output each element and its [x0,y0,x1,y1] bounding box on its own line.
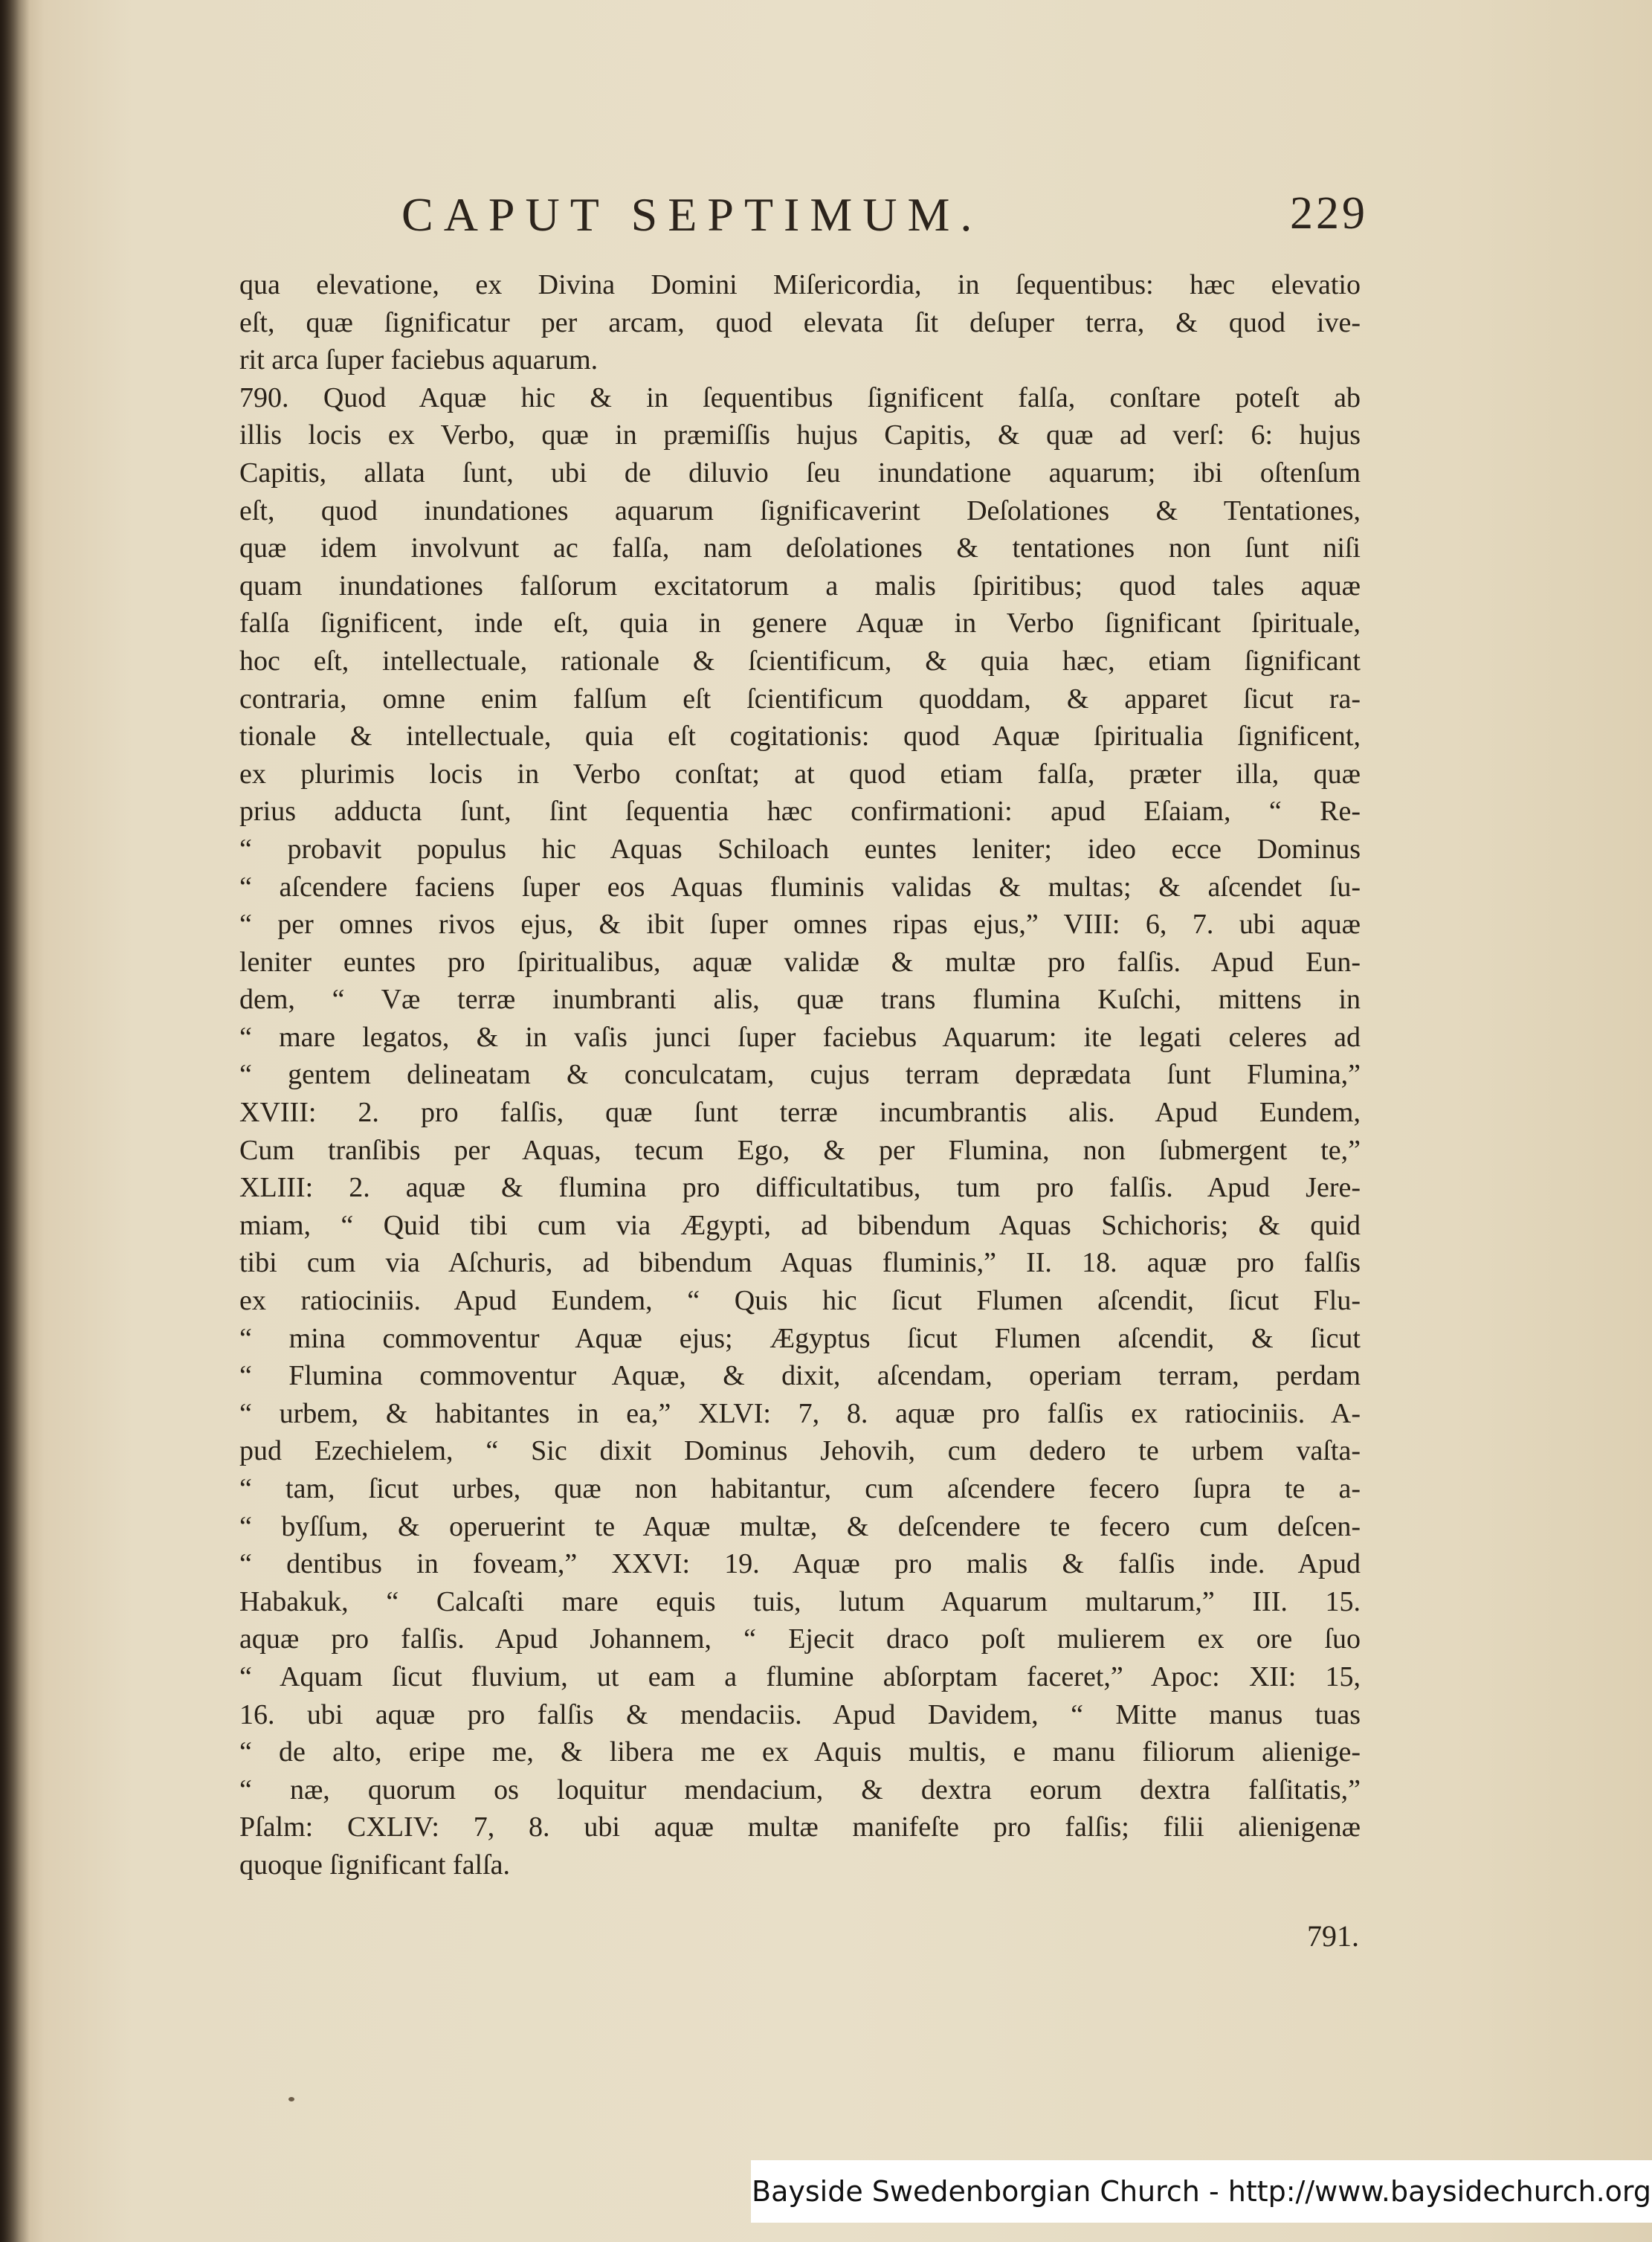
text-line: leniter euntes pro ſpiritualibus, aquæ validæ & multæ pro falſis. Apud Eun- [239,946,1361,978]
text-line: pud Ezechielem, “ Sic dixit Dominus Jehovih, cum dedero te urbem vaſta- [239,1435,1361,1467]
text-line: XVIII: 2. pro falſis, quæ ſunt terræ incumbrantis alis. Apud Eundem, [239,1097,1361,1129]
text-line: Habakuk, “ Calcaſti mare equis tuis, lutum Aquarum multarum,” III. 15. [239,1585,1361,1617]
text-line: “ urbem, & habitantes in ea,” XLVI: 7, 8. aquæ pro falſis ex ratiociniis. A- [239,1397,1361,1429]
running-title: CAPUT SEPTIMUM. [401,188,983,241]
text-line: eſt, quæ ſignificatur per arcam, quod elevata ſit deſuper terra, & quod ive- [239,306,1361,338]
text-line: dem, “ Væ terræ inumbranti alis, quæ trans flumina Kuſchi, mittens in [239,984,1361,1016]
text-line: “ probavit populus hic Aquas Schiloach euntes leniter; ideo ecce Dominus [239,833,1361,865]
page-header [401,187,1368,247]
text-line: quoque ſignificant falſa. [239,1849,511,1881]
text-line: “ de alto, eripe me, & libera me ex Aquis multis, e manu filiorum alienige- [239,1736,1361,1768]
paper-speck [288,2097,294,2101]
body-text [239,266,1361,1884]
text-line: “ Flumina commoventur Aquæ, & dixit, aſcendam, operiam terram, perdam [239,1360,1361,1392]
text-line: quam inundationes falſorum excitatorum a malis ſpiritibus; quod tales aquæ [239,570,1361,602]
catchword: 791. [1307,1919,1359,1953]
text-line: rit arca ſuper faciebus aquarum. [239,344,598,376]
text-line: contraria, omne enim falſum eſt ſcientificum quoddam, & apparet ſicut ra- [239,683,1361,715]
text-line: quæ idem involvunt ac falſa, nam deſolationes & tentationes non ſunt niſi [239,532,1361,564]
text-line: ex plurimis locis in Verbo conſtat; at quod etiam falſa, præter illa, quæ [239,758,1361,790]
text-line: 790. Quod Aquæ hic & in ſequentibus ſignificent falſa, conſtare poteſt ab [239,381,1361,413]
text-line: prius adducta ſunt, ſint ſequentia hæc confirmationi: apud Eſaiam, “ Re- [239,796,1361,828]
gutter-shadow [0,0,30,2242]
text-line: “ tam, ſicut urbes, quæ non habitantur, cum aſcendere fecero ſupra te a- [239,1473,1361,1504]
text-line: “ næ, quorum os loquitur mendacium, & dextra eorum dextra falſitatis,” [239,1774,1361,1805]
text-line: “ mina commoventur Aquæ ejus; Ægyptus ſicut Flumen aſcendit, & ſicut [239,1322,1361,1354]
text-line: eſt, quod inundationes aquarum ſignificaverint Deſolationes & Tentationes, [239,495,1361,526]
text-line: aquæ pro falſis. Apud Johannem, “ Ejecit draco poſt mulierem ex ore ſuo [239,1623,1361,1655]
text-line: hoc eſt, intellectuale, rationale & ſcientificum, & quia hæc, etiam ſignificant [239,645,1361,677]
text-line: ex ratiociniis. Apud Eundem, “ Quis hic ſicut Flumen aſcendit, ſicut Flu- [239,1285,1361,1317]
text-line: “ Aquam ſicut fluvium, ut eam a flumine abſorptam faceret,” Apoc: XII: 15, [239,1660,1361,1692]
text-line: “ byſſum, & operuerint te Aquæ multæ, & deſcendere te fecero cum deſcen- [239,1510,1361,1542]
text-line: Capitis, allata ſunt, ubi de diluvio ſeu inundatione aquarum; ibi oſtenſum [239,457,1361,489]
text-line: “ aſcendere faciens ſuper eos Aquas fluminis validas & multas; & aſcendet ſu- [239,871,1361,903]
text-line: tionale & intellectuale, quia eſt cogitationis: quod Aquæ ſpiritualia ſignificent, [239,721,1361,753]
text-line: “ gentem delineatam & conculcatam, cujus terram deprædata ſunt Flumina,” [239,1059,1361,1091]
text-line: “ dentibus in foveam,” XXVI: 19. Aquæ pro malis & falſis inde. Apud [239,1548,1361,1580]
text-line: Cum tranſibis per Aquas, tecum Ego, & per Flumina, non ſubmergent te,” [239,1134,1361,1166]
text-line: qua elevatione, ex Divina Domini Miſericordia, in ſequentibus: hæc elevatio [239,269,1361,300]
text-line: XLIII: 2. aquæ & flumina pro difficultatibus, tum pro falſis. Apud Jere- [239,1172,1361,1204]
page-number: 229 [1290,188,1368,239]
footer-banner: Bayside Swedenborgian Church - http://www.baysidechurch.org [751,2160,1652,2223]
text-line: “ mare legatos, & in vaſis junci ſuper faciebus Aquarum: ite legati celeres ad [239,1021,1361,1053]
text-line: falſa ſignificent, inde eſt, quia in genere Aquæ in Verbo ſignificant ſpirituale, [239,608,1361,640]
text-line: “ per omnes rivos ejus, & ibit ſuper omnes ripas ejus,” VIII: 6, 7. ubi aquæ [239,909,1361,941]
text-line: illis locis ex Verbo, quæ in præmiſſis hujus Capitis, & quæ ad verſ: 6: hujus [239,419,1361,451]
text-line: miam, “ Quid tibi cum via Ægypti, ad bibendum Aquas Schichoris; & quid [239,1209,1361,1241]
text-line: tibi cum via Aſchuris, ad bibendum Aquas fluminis,” II. 18. aquæ pro falſis [239,1247,1361,1279]
text-line: Pſalm: CXLIV: 7, 8. ubi aquæ multæ manifeſte pro falſis; filii alienigenæ [239,1811,1361,1843]
text-line: 16. ubi aquæ pro falſis & mendaciis. Apud Davidem, “ Mitte manus tuas [239,1698,1361,1730]
